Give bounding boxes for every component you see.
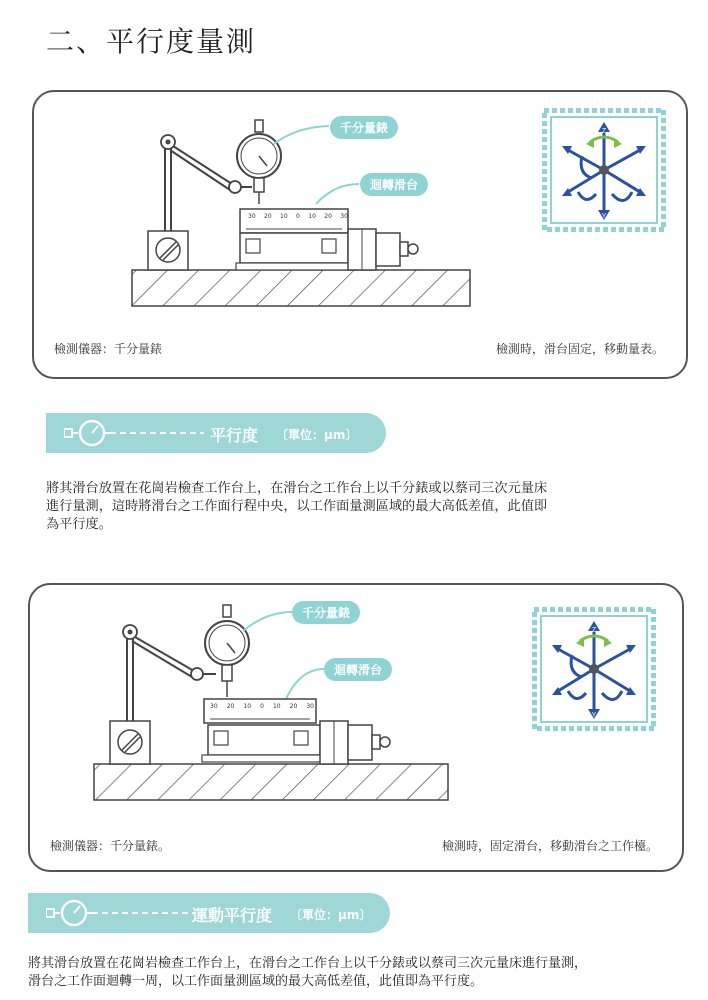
paragraph-line: 將其滑台放置在花崗岩檢查工作台上，在滑台之工作台上以千分錶或以蔡司三次元量床進行量測， — [28, 956, 588, 971]
axis-stamp — [532, 607, 656, 731]
scale-tick: 30 — [306, 703, 314, 710]
banner-unit: 〔單位：μm〕 — [290, 908, 372, 922]
procedure-note: 檢測時，滑台固定，移動量表。 — [495, 342, 664, 356]
procedure-note: 檢測時，固定滑台，移動滑台之工作檯。 — [441, 839, 658, 853]
section-banner-2 — [28, 893, 390, 933]
dial-gauge-icon — [46, 899, 216, 927]
paragraph-line: 進行量測，這時將滑台之工作面行程中央，以工作面量測區域的最大高低差值，此值即 — [46, 499, 548, 514]
granite-table — [132, 270, 470, 306]
scale-tick: 20 — [264, 213, 272, 220]
scale-labels — [248, 213, 348, 220]
scale-tick: 30 — [210, 703, 218, 710]
paragraph-2 — [28, 955, 587, 991]
z-axis-label: Z — [601, 128, 607, 135]
scale-tick: 10 — [308, 213, 316, 220]
banner-title: 運動平行度 — [192, 906, 273, 925]
rotary-slide-tag: 迴轉滑台 — [360, 173, 428, 196]
scale-tick: 20 — [289, 703, 298, 710]
y-axis-label: Y — [601, 213, 607, 220]
z-axis-label: Z — [591, 627, 597, 634]
paragraph-line: 為平行度。 — [46, 517, 112, 532]
dial-gauge-icon — [64, 419, 234, 447]
granite-table — [94, 764, 448, 800]
scale-tick: 0 — [296, 213, 300, 220]
diagram-panel-1 — [32, 90, 688, 379]
dial-gauge-tag: 千分量錶 — [292, 601, 360, 624]
instrument-note: 檢測儀器：千分量錶 — [54, 342, 163, 356]
diagram-panel-2 — [28, 583, 684, 872]
rotary-slide-tag: 迴轉滑台 — [324, 658, 392, 681]
paragraph-line: 滑台之工作面迴轉一周，以工作面量測區域的最大高低差值，此值即為平行度。 — [28, 974, 484, 989]
banner-unit: 〔單位：μm〕 — [276, 428, 358, 442]
scale-tick: 20 — [324, 213, 332, 220]
axis-rotation-icon — [532, 607, 656, 731]
section-banner-1 — [46, 413, 386, 453]
dial-gauge-tag: 千分量錶 — [330, 116, 398, 139]
scale-tick: 30 — [340, 213, 348, 220]
banner-title: 平行度 — [210, 426, 259, 445]
axis-stamp — [542, 108, 666, 232]
paragraph-line: 將其滑台放置在花崗岩檢查工作台上，在滑台之工作台上以千分錶或以蔡司三次元量床 — [46, 481, 548, 496]
scale-tick: 0 — [260, 703, 264, 710]
scale-tick: 10 — [280, 213, 288, 220]
axis-rotation-icon — [542, 108, 666, 232]
page-title: 二、平行度量測 — [46, 25, 257, 58]
scale-tick: 10 — [243, 703, 252, 710]
scale-tick: 30 — [248, 213, 256, 220]
scale-tick: 20 — [226, 703, 235, 710]
scale-labels — [210, 703, 314, 710]
paragraph-1 — [46, 480, 547, 534]
instrument-note: 檢測儀器：千分量錶。 — [50, 839, 171, 853]
scale-tick: 10 — [272, 703, 281, 710]
y-axis-label: Y — [591, 712, 597, 719]
